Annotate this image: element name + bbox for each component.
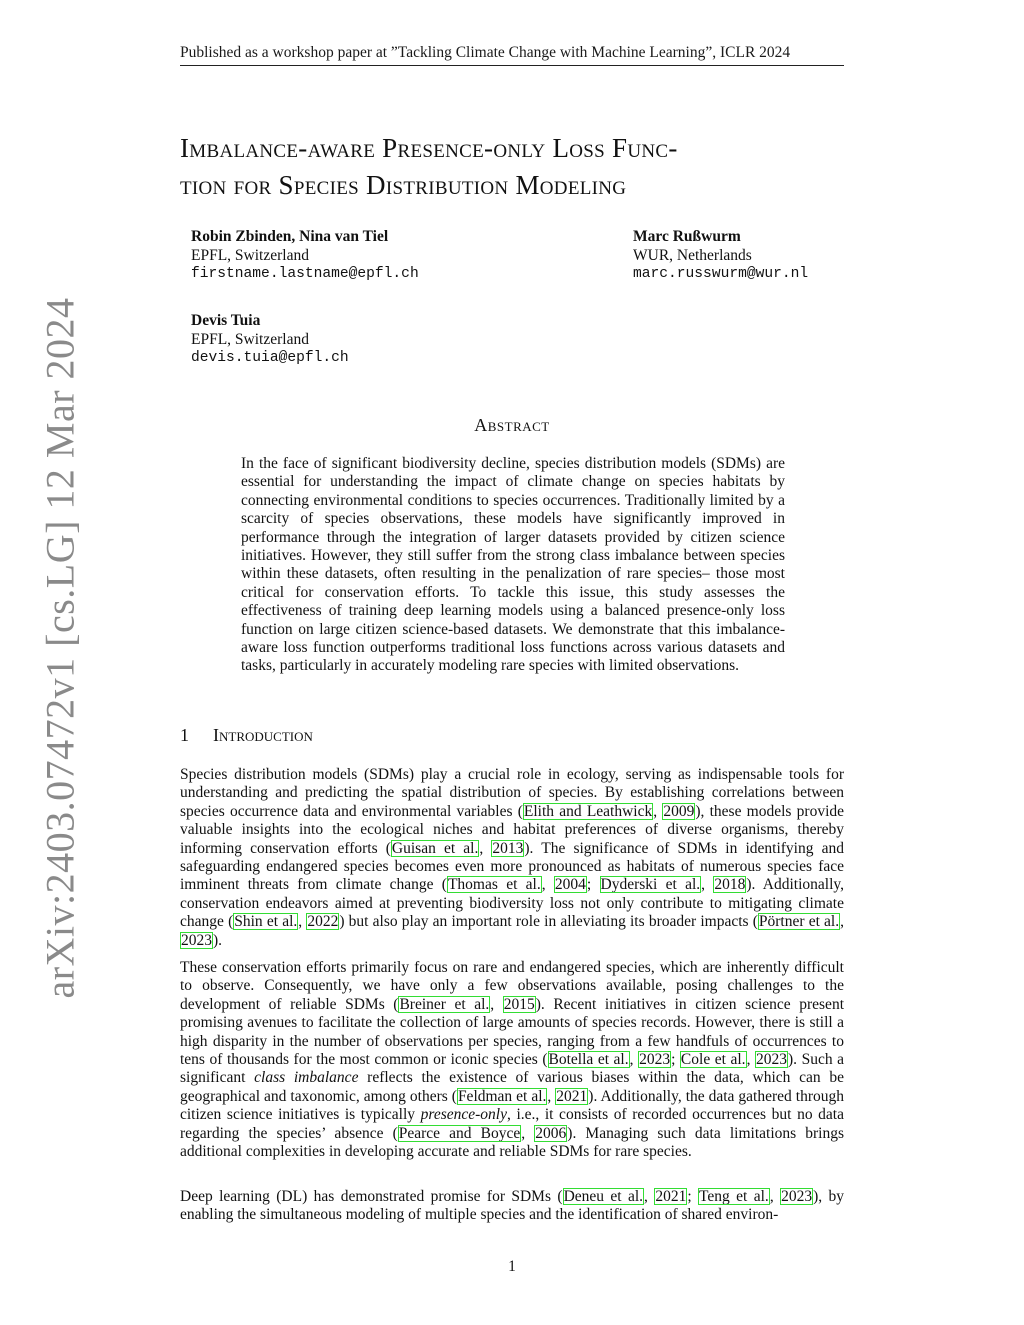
- citation-link[interactable]: 2015: [503, 995, 535, 1013]
- author-block-1: [191, 227, 419, 284]
- text-run: ) but also play an important role in alleviating its broader impacts (: [339, 913, 758, 931]
- text-run: ,: [547, 1087, 556, 1105]
- author-email: marc.russwurm@wur.nl: [633, 266, 809, 282]
- running-header: Published as a workshop paper at ”Tackling Climate Change with Machine Learning”, ICLR 2024: [180, 44, 791, 61]
- author-block-2: [633, 227, 808, 284]
- author-email: firstname.lastname@epfl.ch: [191, 266, 419, 282]
- text-run: ,: [541, 876, 554, 894]
- abstract-text: In the face of significant biodiversity decline, species distribution models (SDMs) are essential for understanding the impact of climate change on species habitats by connecting environmental conditions to species occurrences. Traditionally limited by a scarcity of species observations, these models have significantly improved in performance through the integration of larger datasets provided by citizen science initiatives. However, they still suffer from the strong class imbalance between species within these datasets, often resulting in the penalization of rare species– those most critical for conservation efforts. To tackle this issue, this study assesses the effectiveness of training deep learning models using a balanced presence-only loss function on large citizen science-based datasets. We demonstrate that this imbalance-aware loss function outperforms traditional loss functions across various datasets and tasks, particularly in accurately modeling rare species with limited observations.: [241, 455, 785, 675]
- title-line-2: tion for Species Distribution Modeling: [180, 170, 627, 200]
- text-run: ;: [687, 1188, 699, 1205]
- text-run: ,: [629, 1051, 639, 1069]
- text-run: ). Additionally, the data gathered through citizen science initiatives is typically: [180, 1087, 844, 1124]
- citation-link[interactable]: 2022: [307, 913, 339, 931]
- section-heading-introduction: [180, 725, 313, 746]
- title-line-1: Imbalance-aware Presence-only Loss Func-: [180, 133, 678, 163]
- citation-link[interactable]: 2013: [492, 839, 524, 857]
- text-run: ,: [653, 802, 663, 820]
- citation-link[interactable]: Teng et al.: [699, 1188, 769, 1205]
- header-rule: [180, 65, 844, 66]
- citation-link[interactable]: Cole et al.: [680, 1051, 746, 1069]
- citation-link[interactable]: Elith and Leathwick: [523, 802, 653, 820]
- text-run: ,: [644, 1188, 655, 1205]
- text-run: ,: [298, 913, 307, 931]
- text-run: ). Managing such data limitations brings additional complexities in developing accurate and reliable SDMs for rare species.: [180, 1124, 845, 1161]
- citation-link[interactable]: Deneu et al.: [563, 1188, 644, 1205]
- citation-link[interactable]: Dyderski et al.: [600, 876, 701, 894]
- author-name: Devis Tuia: [191, 312, 261, 329]
- citation-link[interactable]: 2023: [639, 1051, 671, 1069]
- citation-link[interactable]: 2018: [714, 876, 746, 894]
- citation-link[interactable]: Breiner et al.: [399, 995, 490, 1013]
- text-run: ,: [746, 1051, 755, 1069]
- citation-link[interactable]: Guisan et al.: [391, 839, 479, 857]
- emphasis-text: class imbalance: [254, 1069, 359, 1087]
- text-run: ), by enabling the simultaneous modeling of multiple species and the identification of shared environ-: [180, 1188, 845, 1224]
- citation-link[interactable]: Pearce and Boyce: [398, 1124, 521, 1142]
- citation-link[interactable]: Thomas et al.: [447, 876, 541, 894]
- author-affiliation: EPFL, Switzerland: [191, 331, 309, 348]
- section-title: Introduction: [213, 725, 313, 745]
- text-run: ). The significance of SDMs in identifying and safeguarding endangered species becomes even more pronounced as habitats of numerous species face imminent threats from climate change (: [180, 839, 844, 894]
- text-run: ). Such a significant: [180, 1051, 845, 1087]
- text-run: ;: [671, 1051, 680, 1069]
- citation-link[interactable]: 2023: [181, 931, 212, 949]
- intro-paragraph-1: [180, 766, 844, 950]
- citation-link[interactable]: Feldman et al.: [457, 1087, 547, 1105]
- text-run: ,: [701, 876, 714, 894]
- section-number: 1: [180, 725, 189, 745]
- text-run: ;: [586, 876, 600, 894]
- text-run: ,: [521, 1124, 535, 1142]
- abstract-heading: Abstract: [474, 415, 550, 435]
- page-number: 1: [508, 1258, 516, 1275]
- citation-link[interactable]: 2021: [556, 1087, 588, 1105]
- text-run: ,: [490, 995, 503, 1013]
- paper-title: [180, 130, 860, 204]
- text-run: These conservation efforts primarily focus on rare and endangered species, which are inherently difficult to observe. Consequently, we have only a few observations available, posing challenges to the development of reliable SDMs (: [180, 959, 844, 1013]
- text-run: ), these models provide valuable insights into the ecological niches and habitat preferences of diverse organisms, thereby informing conservation efforts (: [180, 802, 845, 857]
- arxiv-stamp: arXiv:2403.07472v1 [cs.LG] 12 Mar 2024: [37, 297, 83, 999]
- intro-paragraph-3: [180, 1188, 844, 1225]
- citation-link[interactable]: Botella et al.: [548, 1051, 629, 1069]
- intro-paragraph-2: [180, 959, 844, 1161]
- text-run: ,: [479, 839, 492, 857]
- text-run: Deep learning (DL) has demonstrated promise for SDMs (: [180, 1188, 563, 1205]
- citation-link[interactable]: Pörtner et al.: [758, 913, 840, 931]
- citation-link[interactable]: Shin et al.: [234, 913, 298, 931]
- author-block-3: [191, 311, 349, 368]
- citation-link[interactable]: 2004: [554, 876, 586, 894]
- author-affiliation: WUR, Netherlands: [633, 247, 752, 264]
- text-run: ,: [840, 913, 844, 931]
- citation-link[interactable]: 2023: [756, 1051, 787, 1069]
- author-name: Marc Rußwurm: [633, 228, 741, 245]
- author-affiliation: EPFL, Switzerland: [191, 247, 309, 264]
- text-run: , i.e., it consists of recorded occurrences but no data regarding the species’ absence (: [180, 1106, 844, 1142]
- citation-link[interactable]: 2006: [535, 1124, 567, 1142]
- text-run: Species distribution models (SDMs) play a crucial role in ecology, serving as indispensable tools for understanding and predicting the spatial distribution of species. By establishing correlations between species occurrence data and environmental variables (: [180, 766, 844, 820]
- text-run: reflects the existence of various biases within the data, which can be geographical and taxonomic, among others (: [180, 1069, 844, 1105]
- text-run: ,: [769, 1188, 781, 1205]
- citation-link[interactable]: 2009: [663, 802, 695, 820]
- citation-link[interactable]: 2023: [781, 1188, 813, 1205]
- citation-link[interactable]: 2021: [655, 1188, 687, 1205]
- author-name: Robin Zbinden, Nina van Tiel: [191, 228, 389, 245]
- emphasis-text: presence-only: [420, 1106, 507, 1124]
- author-email: devis.tuia@epfl.ch: [191, 350, 349, 366]
- text-run: ). Additionally, conservation endeavors aimed at preventing biodiversity loss not only contribute to mitigating climate change (: [180, 876, 845, 931]
- text-run: ).: [213, 931, 223, 949]
- text-run: ). Recent initiatives in citizen science present promising avenues to facilitate the collection of large amounts of species records. However, there is still a high disparity in the number of observations per species, ranging from a few handfuls of occurrences to tens of thousands for the most common or iconic species (: [180, 995, 844, 1069]
